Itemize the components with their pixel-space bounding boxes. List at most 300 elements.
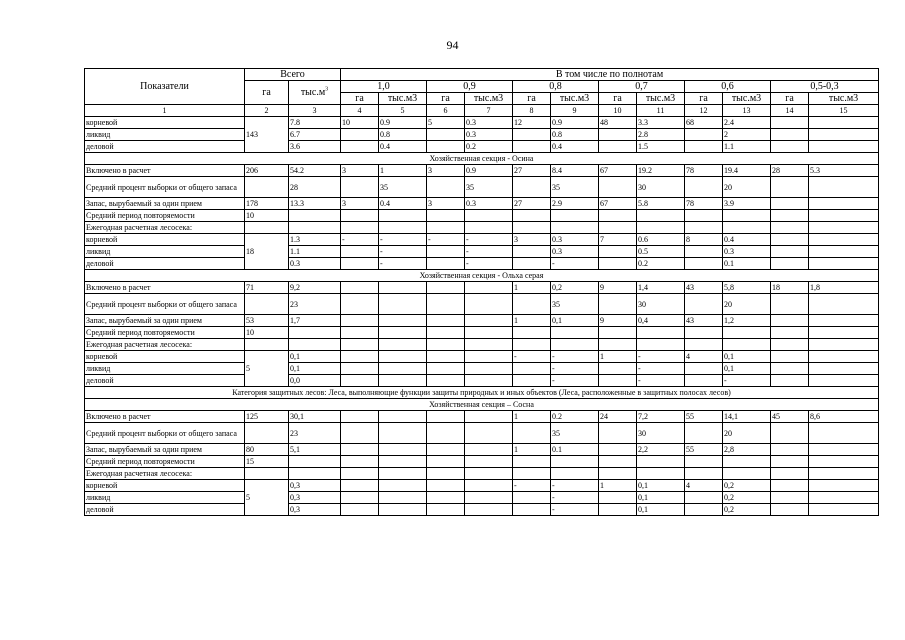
cell-c4: 3 (341, 165, 379, 177)
header-sub-m3: тыс.м3 (465, 93, 513, 105)
cell-c12 (685, 141, 723, 153)
header-total-ha: га (245, 81, 289, 105)
cell-c2 (245, 294, 289, 315)
cell-c6: - (427, 234, 465, 246)
table-row (85, 480, 879, 492)
cell-c8 (513, 141, 551, 153)
cell-c11 (637, 222, 685, 234)
column-number: 1 (85, 105, 245, 117)
cell-c5 (379, 351, 427, 363)
cell-c7 (465, 351, 513, 363)
cell-c11 (637, 210, 685, 222)
cell-c3: 28 (289, 177, 341, 198)
cell-c3: 13.3 (289, 198, 341, 210)
cell-c8 (513, 468, 551, 480)
table-row (85, 198, 879, 210)
cell-c5 (379, 375, 427, 387)
header-density-4: 0,7 (599, 81, 685, 93)
cell-c9: - (551, 351, 599, 363)
cell-c11: 7,2 (637, 411, 685, 423)
cell-c15 (809, 492, 879, 504)
cell-c10: 9 (599, 315, 637, 327)
cell-c11: 19.2 (637, 165, 685, 177)
cell-c12 (685, 294, 723, 315)
cell-c8 (513, 375, 551, 387)
cell-c8 (513, 222, 551, 234)
cell-c2: 15 (245, 456, 289, 468)
column-number: 7 (465, 105, 513, 117)
cell-c15 (809, 177, 879, 198)
cell-c3 (289, 468, 341, 480)
cell-c12 (685, 363, 723, 375)
cell-c13: - (723, 375, 771, 387)
cell-c2 (245, 222, 289, 234)
cell-c12 (685, 177, 723, 198)
cell-c5: - (379, 234, 427, 246)
cell-c7: - (465, 246, 513, 258)
cell-c3: 0,1 (289, 363, 341, 375)
cell-c4 (341, 222, 379, 234)
cell-c12 (685, 129, 723, 141)
cell-c4 (341, 177, 379, 198)
cell-c10: 24 (599, 411, 637, 423)
cell-c5 (379, 222, 427, 234)
cell-c5: 1 (379, 165, 427, 177)
row-label: корневой (85, 234, 245, 246)
section-row (85, 387, 879, 399)
row-label: Запас, вырубаемый за один прием (85, 315, 245, 327)
cell-c6 (427, 468, 465, 480)
cell-c2: 71 (245, 282, 289, 294)
cell-c6 (427, 327, 465, 339)
cell-c7 (465, 480, 513, 492)
cell-c14 (771, 468, 809, 480)
cell-c15 (809, 294, 879, 315)
column-number: 15 (809, 105, 879, 117)
cell-c2 (245, 468, 289, 480)
cell-c15 (809, 339, 879, 351)
cell-c14 (771, 492, 809, 504)
table-row (85, 315, 879, 327)
cell-c14 (771, 234, 809, 246)
cell-c8: 1 (513, 411, 551, 423)
table-row (85, 444, 879, 456)
cell-c15: 1,8 (809, 282, 879, 294)
cell-c8: 1 (513, 282, 551, 294)
cell-c14 (771, 117, 809, 129)
cell-c5 (379, 456, 427, 468)
cell-c2 (245, 177, 289, 198)
cell-c6 (427, 129, 465, 141)
header-density-5: 0,6 (685, 81, 771, 93)
cell-c10 (599, 492, 637, 504)
cell-c14 (771, 504, 809, 516)
section-row (85, 399, 879, 411)
cell-c3: 30,1 (289, 411, 341, 423)
cell-c14: 45 (771, 411, 809, 423)
section-title: Хозяйственная секция - Осина (85, 153, 879, 165)
cell-c4 (341, 468, 379, 480)
cell-c2: 53 (245, 315, 289, 327)
cell-c2: 18 (245, 234, 289, 270)
cell-c2: 143 (245, 117, 289, 153)
cell-c9: 35 (551, 177, 599, 198)
cell-c3: 1,7 (289, 315, 341, 327)
cell-c6: 3 (427, 198, 465, 210)
cell-c11: 1.5 (637, 141, 685, 153)
cell-c11: 0,1 (637, 480, 685, 492)
cell-c13: 1,2 (723, 315, 771, 327)
cell-c14 (771, 480, 809, 492)
cell-c6 (427, 315, 465, 327)
cell-c2: 125 (245, 411, 289, 423)
cell-c13: 0.1 (723, 258, 771, 270)
cell-c9: 0,2 (551, 282, 599, 294)
table-row (85, 141, 879, 153)
cell-c7: 0.3 (465, 198, 513, 210)
cell-c4 (341, 129, 379, 141)
header-density-3: 0,8 (513, 81, 599, 93)
cell-c10 (599, 375, 637, 387)
cell-c10 (599, 363, 637, 375)
cell-c12: 55 (685, 444, 723, 456)
table-row (85, 468, 879, 480)
cell-c4 (341, 141, 379, 153)
cell-c13 (723, 456, 771, 468)
cell-c3: 0,0 (289, 375, 341, 387)
cell-c4 (341, 282, 379, 294)
cell-c4 (341, 480, 379, 492)
column-number: 6 (427, 105, 465, 117)
cell-c6: 3 (427, 165, 465, 177)
cell-c5 (379, 423, 427, 444)
header-density-2: 0,9 (427, 81, 513, 93)
cell-c6 (427, 375, 465, 387)
cell-c14 (771, 294, 809, 315)
cell-c14 (771, 222, 809, 234)
cell-c9: 35 (551, 294, 599, 315)
cell-c3: 0.3 (289, 258, 341, 270)
cell-c12: 55 (685, 411, 723, 423)
cell-c7 (465, 375, 513, 387)
cell-c7 (465, 411, 513, 423)
cell-c15 (809, 315, 879, 327)
cell-c10 (599, 456, 637, 468)
table-row (85, 504, 879, 516)
cell-c12: 4 (685, 480, 723, 492)
cell-c12 (685, 456, 723, 468)
table-row (85, 234, 879, 246)
table-row (85, 222, 879, 234)
cell-c12: 4 (685, 351, 723, 363)
cell-c15: 5.3 (809, 165, 879, 177)
table-row (85, 351, 879, 363)
cell-c8: 3 (513, 234, 551, 246)
cell-c5: 0.8 (379, 129, 427, 141)
cell-c8 (513, 492, 551, 504)
cell-c5 (379, 294, 427, 315)
cell-c9: 0.2 (551, 411, 599, 423)
cell-c6 (427, 177, 465, 198)
cell-c3: 23 (289, 294, 341, 315)
cell-c8: - (513, 480, 551, 492)
cell-c7 (465, 456, 513, 468)
cell-c10 (599, 444, 637, 456)
cell-c8 (513, 339, 551, 351)
cell-c9: 0.8 (551, 129, 599, 141)
cell-c7 (465, 294, 513, 315)
cell-c8 (513, 258, 551, 270)
cell-c6 (427, 456, 465, 468)
header-sub-m3: тыс.м3 (809, 93, 879, 105)
cell-c10 (599, 222, 637, 234)
cell-c14 (771, 141, 809, 153)
cell-c7: - (465, 258, 513, 270)
table-row (85, 117, 879, 129)
cell-c14 (771, 339, 809, 351)
cell-c2: 10 (245, 327, 289, 339)
section-row (85, 153, 879, 165)
cell-c2 (245, 423, 289, 444)
cell-c9 (551, 456, 599, 468)
cell-c11: 2.8 (637, 129, 685, 141)
cell-c11: 0,1 (637, 504, 685, 516)
cell-c13 (723, 468, 771, 480)
cell-c12: 68 (685, 117, 723, 129)
row-label: корневой (85, 351, 245, 363)
column-number: 11 (637, 105, 685, 117)
column-number: 4 (341, 105, 379, 117)
section-title: Хозяйственная секция - Ольха серая (85, 270, 879, 282)
column-number: 8 (513, 105, 551, 117)
cell-c4 (341, 456, 379, 468)
cell-c13: 0,2 (723, 480, 771, 492)
header-sub-m3: тыс.м3 (551, 93, 599, 105)
cell-c8: 27 (513, 198, 551, 210)
cell-c5 (379, 444, 427, 456)
row-label: корневой (85, 480, 245, 492)
cell-c4 (341, 444, 379, 456)
cell-c10 (599, 468, 637, 480)
cell-c7 (465, 504, 513, 516)
cell-c6 (427, 351, 465, 363)
row-label: ликвид (85, 492, 245, 504)
cell-c9: - (551, 375, 599, 387)
cell-c9: 0.3 (551, 234, 599, 246)
cell-c3 (289, 210, 341, 222)
cell-c9: 35 (551, 423, 599, 444)
cell-c10 (599, 339, 637, 351)
cell-c11: 30 (637, 177, 685, 198)
cell-c10: 67 (599, 198, 637, 210)
cell-c11: 30 (637, 423, 685, 444)
table-row (85, 165, 879, 177)
cell-c14 (771, 456, 809, 468)
cell-c10: 67 (599, 165, 637, 177)
cell-c11: 0,4 (637, 315, 685, 327)
cell-c10 (599, 141, 637, 153)
cell-c13: 19.4 (723, 165, 771, 177)
cell-c9 (551, 327, 599, 339)
row-label: Средний период повторяемости (85, 456, 245, 468)
table-row (85, 258, 879, 270)
row-label: Средний период повторяемости (85, 327, 245, 339)
column-number: 14 (771, 105, 809, 117)
cell-c4 (341, 492, 379, 504)
cell-c5 (379, 315, 427, 327)
cell-c10 (599, 258, 637, 270)
cell-c10 (599, 327, 637, 339)
cell-c10 (599, 210, 637, 222)
row-label: Запас, вырубаемый за один прием (85, 444, 245, 456)
row-label: корневой (85, 117, 245, 129)
table-row (85, 411, 879, 423)
cell-c9: 0.3 (551, 246, 599, 258)
header-sub-m3: тыс.м3 (637, 93, 685, 105)
cell-c11 (637, 339, 685, 351)
column-number: 5 (379, 105, 427, 117)
row-label: деловой (85, 375, 245, 387)
cell-c8 (513, 129, 551, 141)
cell-c12 (685, 339, 723, 351)
cell-c11: 0.2 (637, 258, 685, 270)
cell-c10: 7 (599, 234, 637, 246)
cell-c9: - (551, 504, 599, 516)
cell-c6 (427, 363, 465, 375)
cell-c7 (465, 315, 513, 327)
cell-c13: 3.9 (723, 198, 771, 210)
cell-c6 (427, 210, 465, 222)
cell-c12 (685, 210, 723, 222)
cell-c7: 0.2 (465, 141, 513, 153)
row-label: Средний процент выборки от общего запаса (85, 177, 245, 198)
cell-c15 (809, 375, 879, 387)
column-number: 9 (551, 105, 599, 117)
header-sub-ha: га (771, 93, 809, 105)
cell-c15 (809, 423, 879, 444)
column-number: 12 (685, 105, 723, 117)
cell-c11: - (637, 363, 685, 375)
cell-c2: 5 (245, 480, 289, 516)
cell-c8 (513, 504, 551, 516)
cell-c13: 0,1 (723, 363, 771, 375)
cell-c7 (465, 282, 513, 294)
cell-c6 (427, 444, 465, 456)
cell-c7 (465, 468, 513, 480)
cell-c6 (427, 282, 465, 294)
row-label: деловой (85, 258, 245, 270)
cell-c15 (809, 444, 879, 456)
cell-c6 (427, 246, 465, 258)
cell-c7: 0.3 (465, 129, 513, 141)
section-title: Хозяйственная секция – Сосна (85, 399, 879, 411)
cell-c13: 0.4 (723, 234, 771, 246)
cell-c10 (599, 504, 637, 516)
cell-c11 (637, 456, 685, 468)
cell-c3: 7.8 (289, 117, 341, 129)
cell-c14 (771, 129, 809, 141)
cell-c12: 43 (685, 282, 723, 294)
cell-c2 (245, 339, 289, 351)
cell-c3: 23 (289, 423, 341, 444)
cell-c8: 12 (513, 117, 551, 129)
cell-c12 (685, 222, 723, 234)
cell-c7: - (465, 234, 513, 246)
cell-c14 (771, 423, 809, 444)
cell-c15 (809, 222, 879, 234)
cell-c4 (341, 375, 379, 387)
cell-c7 (465, 492, 513, 504)
cell-c14 (771, 315, 809, 327)
header-density-6: 0,5-0,3 (771, 81, 879, 93)
cell-c6 (427, 141, 465, 153)
cell-c5 (379, 282, 427, 294)
cell-c3: 54.2 (289, 165, 341, 177)
row-label: Включено в расчет (85, 282, 245, 294)
header-sub-ha: га (427, 93, 465, 105)
row-label: Средний процент выборки от общего запаса (85, 294, 245, 315)
cell-c4 (341, 315, 379, 327)
cell-c14 (771, 177, 809, 198)
cell-c13: 0,2 (723, 504, 771, 516)
cell-c3 (289, 327, 341, 339)
cell-c2: 206 (245, 165, 289, 177)
cell-c14: 28 (771, 165, 809, 177)
cell-c11 (637, 327, 685, 339)
cell-c9: 0.4 (551, 141, 599, 153)
cell-c8 (513, 210, 551, 222)
cell-c10 (599, 294, 637, 315)
cutting-table (84, 68, 879, 516)
cell-c11: 0.5 (637, 246, 685, 258)
cell-c12: 43 (685, 315, 723, 327)
cell-c2: 178 (245, 198, 289, 210)
cell-c5 (379, 339, 427, 351)
cell-c8 (513, 456, 551, 468)
cell-c11 (637, 468, 685, 480)
cell-c15 (809, 456, 879, 468)
cell-c10 (599, 246, 637, 258)
table-row (85, 129, 879, 141)
cell-c11: 3.3 (637, 117, 685, 129)
cell-c14 (771, 258, 809, 270)
cell-c9: 0.9 (551, 117, 599, 129)
cell-c6 (427, 411, 465, 423)
cell-c15: 8,6 (809, 411, 879, 423)
cell-c3: 1.1 (289, 246, 341, 258)
header-sub-ha: га (341, 93, 379, 105)
cell-c5 (379, 504, 427, 516)
cell-c13: 20 (723, 294, 771, 315)
cell-c10 (599, 177, 637, 198)
cell-c5 (379, 480, 427, 492)
cell-c4 (341, 351, 379, 363)
table-row (85, 375, 879, 387)
cell-c14: 18 (771, 282, 809, 294)
table-row (85, 339, 879, 351)
header-sub-ha: га (599, 93, 637, 105)
cell-c13: 2 (723, 129, 771, 141)
cell-c3: 1.3 (289, 234, 341, 246)
row-label: Включено в расчет (85, 165, 245, 177)
cell-c6 (427, 480, 465, 492)
cell-c5 (379, 492, 427, 504)
cell-c5 (379, 411, 427, 423)
cell-c10: 1 (599, 351, 637, 363)
cell-c4 (341, 327, 379, 339)
table-row (85, 246, 879, 258)
header-density-1: 1,0 (341, 81, 427, 93)
